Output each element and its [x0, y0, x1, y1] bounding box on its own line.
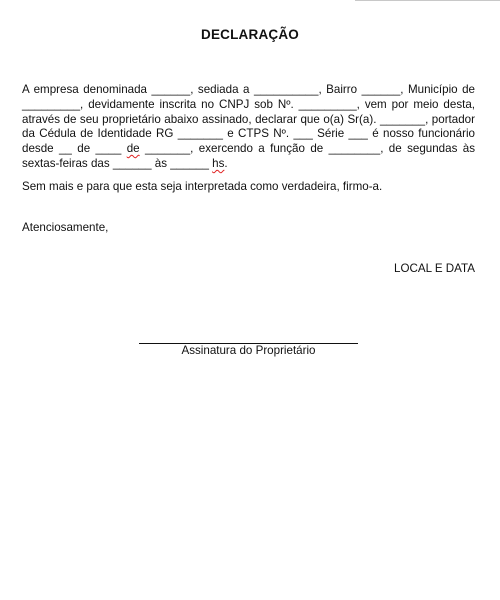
top-border-line	[355, 0, 500, 1]
paragraph-text-part-3: .	[224, 156, 228, 170]
paragraph-text-part-1: A empresa denominada ______, sediada a __________, Bairro ______, Município de _________, devidamente inscrita no CNPJ sob Nº. _________, vem por meio desta, através de seu proprietário abaixo assinado, declarar que o(a) Sr(a). _______, portador da Cédula de Identidade RG _______ e CTPS Nº. ___ Série ___ é nosso funcionário desde __ de ____	[22, 83, 475, 156]
declaration-paragraph	[22, 83, 475, 172]
local-date-text: LOCAL E DATA	[394, 262, 475, 275]
signature-label: Assinatura do Proprietário	[181, 344, 316, 357]
closing-sentence: Sem mais e para que esta seja interpretada como verdadeira, firmo-a.	[22, 180, 383, 193]
spellcheck-word-hs: hs	[212, 156, 225, 170]
greeting-text: Atenciosamente,	[22, 221, 109, 234]
document-title: DECLARAÇÃO	[201, 27, 299, 42]
paragraph-text-part-2: _______, exercendo a função de ________, de segundas às sextas-feiras das ______ às ______	[22, 142, 476, 170]
spellcheck-word-de: de	[126, 142, 140, 156]
